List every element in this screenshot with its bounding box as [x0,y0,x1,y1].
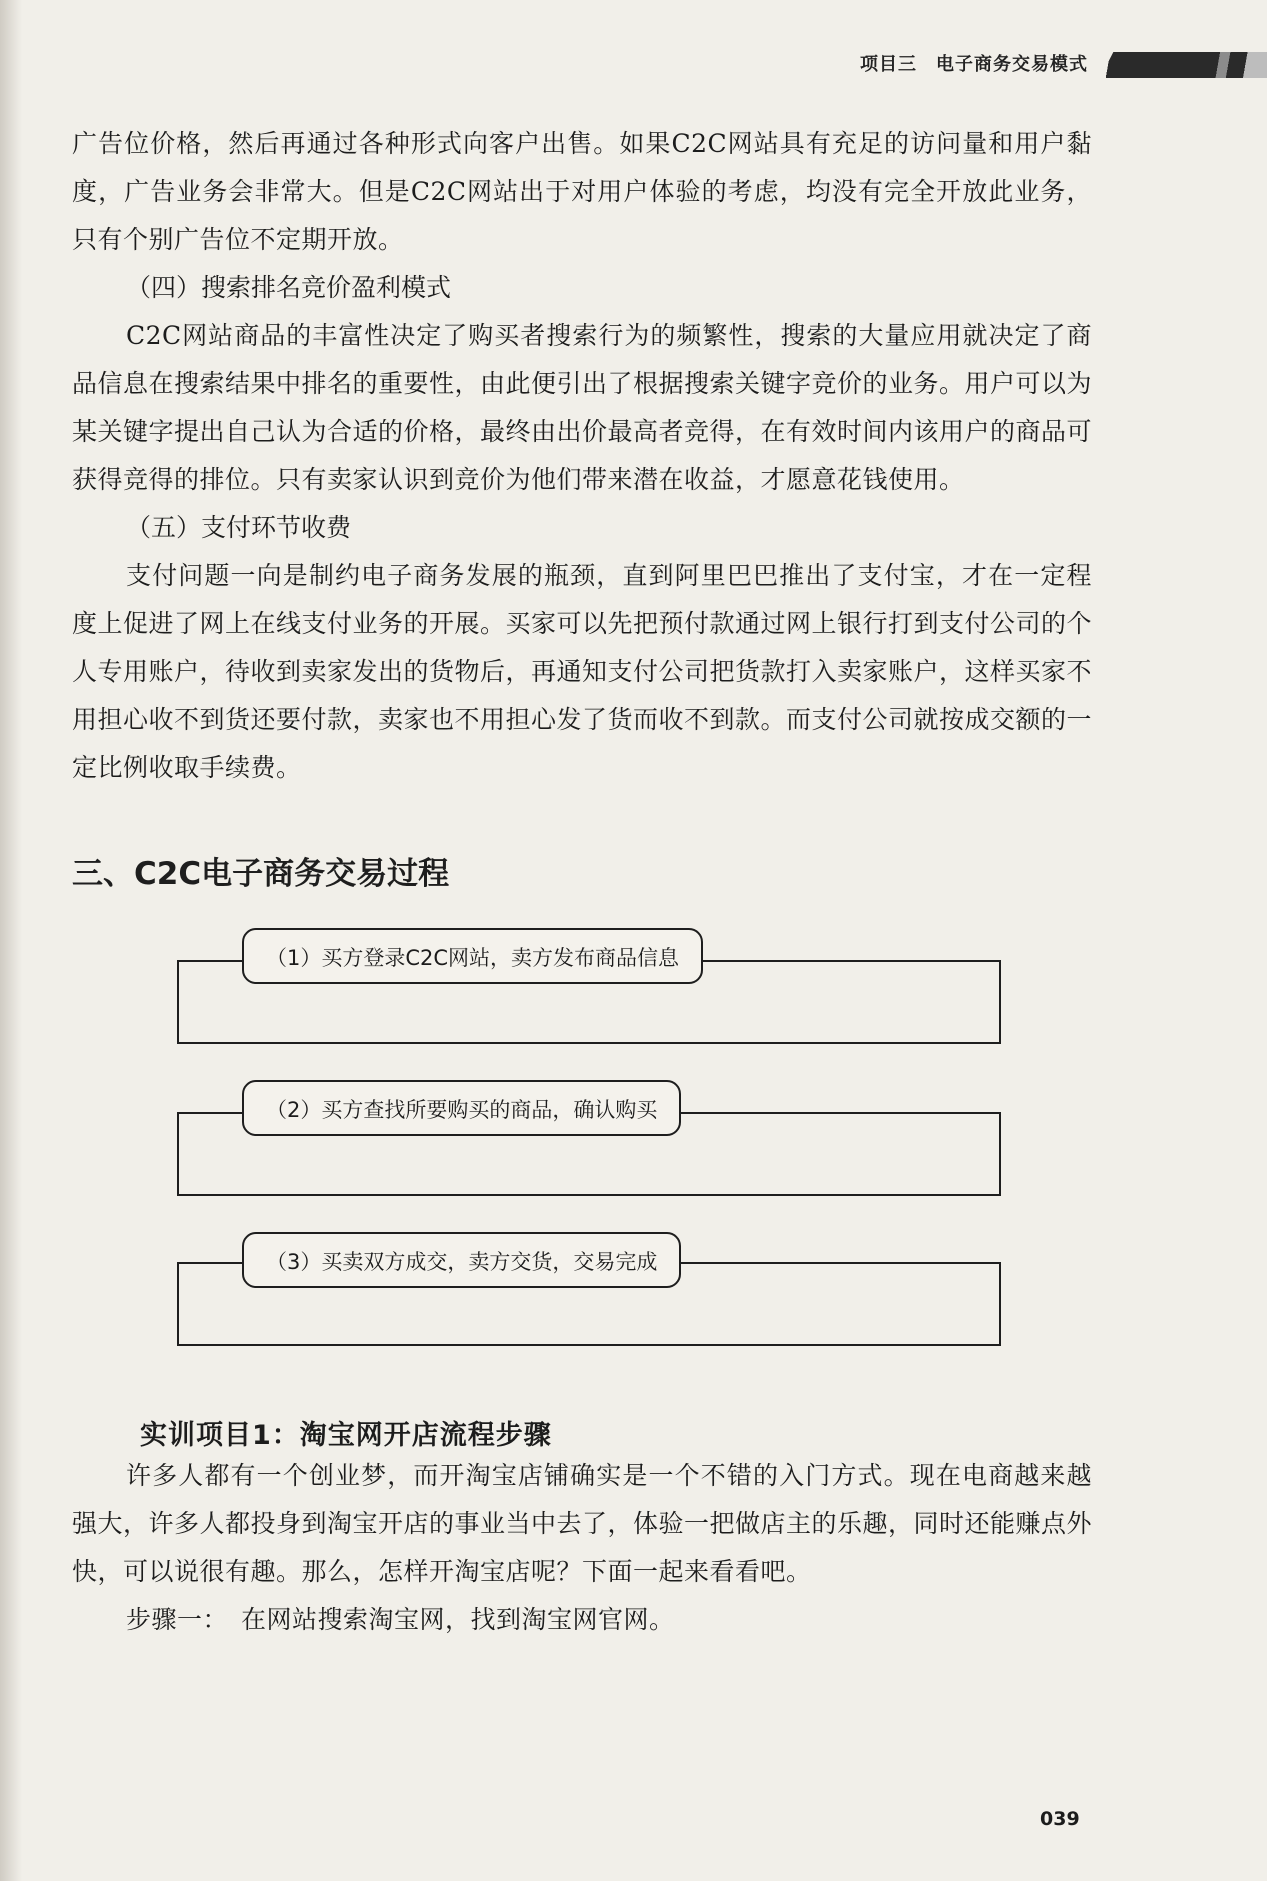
paragraph-payment-fee: 支付问题一向是制约电子商务发展的瓶颈，直到阿里巴巴推出了支付宝，才在一定程度上促进了网上在线支付业务的开展。买家可以先把预付款通过网上银行打到支付公司的个人专用账户，待收到卖家发出的货物后，再通知支付公司把货款打入卖家账户，这样买家不用担心收不到货还要付款，卖家也不用担心发了货而收不到款。而支付公司就按成交额的一定比例收取手续费。 [72,561,1093,782]
paragraph-training-intro: 许多人都有一个创业梦，而开淘宝店铺确实是一个不错的入门方式。现在电商越来越强大，许多人都投身到淘宝开店的事业当中去了，体验一把做店主的乐趣，同时还能赚点外快，可以说很有趣。那么，怎样开淘宝店呢？下面一起来看看吧。 [72,1461,1093,1586]
paragraph-search-ranking: C2C网站商品的丰富性决定了购买者搜索行为的频繁性，搜索的大量应用就决定了商品信息在搜索结果中排名的重要性，由此便引出了根据搜索关键字竞价的业务。用户可以为某关键字提出自己认为合适的价格，最终由出价最高者竞得，在有效时间内该用户的商品可获得竞得的排位。只有卖家认识到竞价为他们带来潜在收益，才愿意花钱使用。 [72,321,1093,494]
section-title-c2c-process: 三、C2C电子商务交易过程 [72,856,450,892]
page-number: 039 [1040,1808,1080,1830]
flow-step-3: （3）买卖双方成交，卖方交货，交易完成 [242,1232,681,1288]
training-project-title: 实训项目1：淘宝网开店流程步骤 [140,1420,552,1451]
paragraph-ad-pricing: 广告位价格，然后再通过各种形式向客户出售。如果C2C网站具有充足的访问量和用户黏度，广告业务会非常大。但是C2C网站出于对用户体验的考虑，均没有完全开放此业务，只有个别广告位不定期开放。 [72,129,1092,254]
page-spine-shadow [0,0,22,1881]
flow-step-1: （1）买方登录C2C网站，卖方发布商品信息 [242,928,703,984]
flow-step-2: （2）买方查找所要购买的商品，确认购买 [242,1080,681,1136]
body-text-training [72,1452,1092,1644]
heading-payment-fee: （五）支付环节收费 [126,513,352,542]
paragraph-step-one: 步骤一： 在网站搜索淘宝网，找到淘宝网官网。 [126,1605,675,1634]
heading-search-ranking: （四）搜索排名竞价盈利模式 [126,273,452,302]
running-header: 项目三 电子商务交易模式 [860,54,1088,75]
header-decoration-bar [1100,52,1267,78]
body-text-top [72,120,1092,792]
